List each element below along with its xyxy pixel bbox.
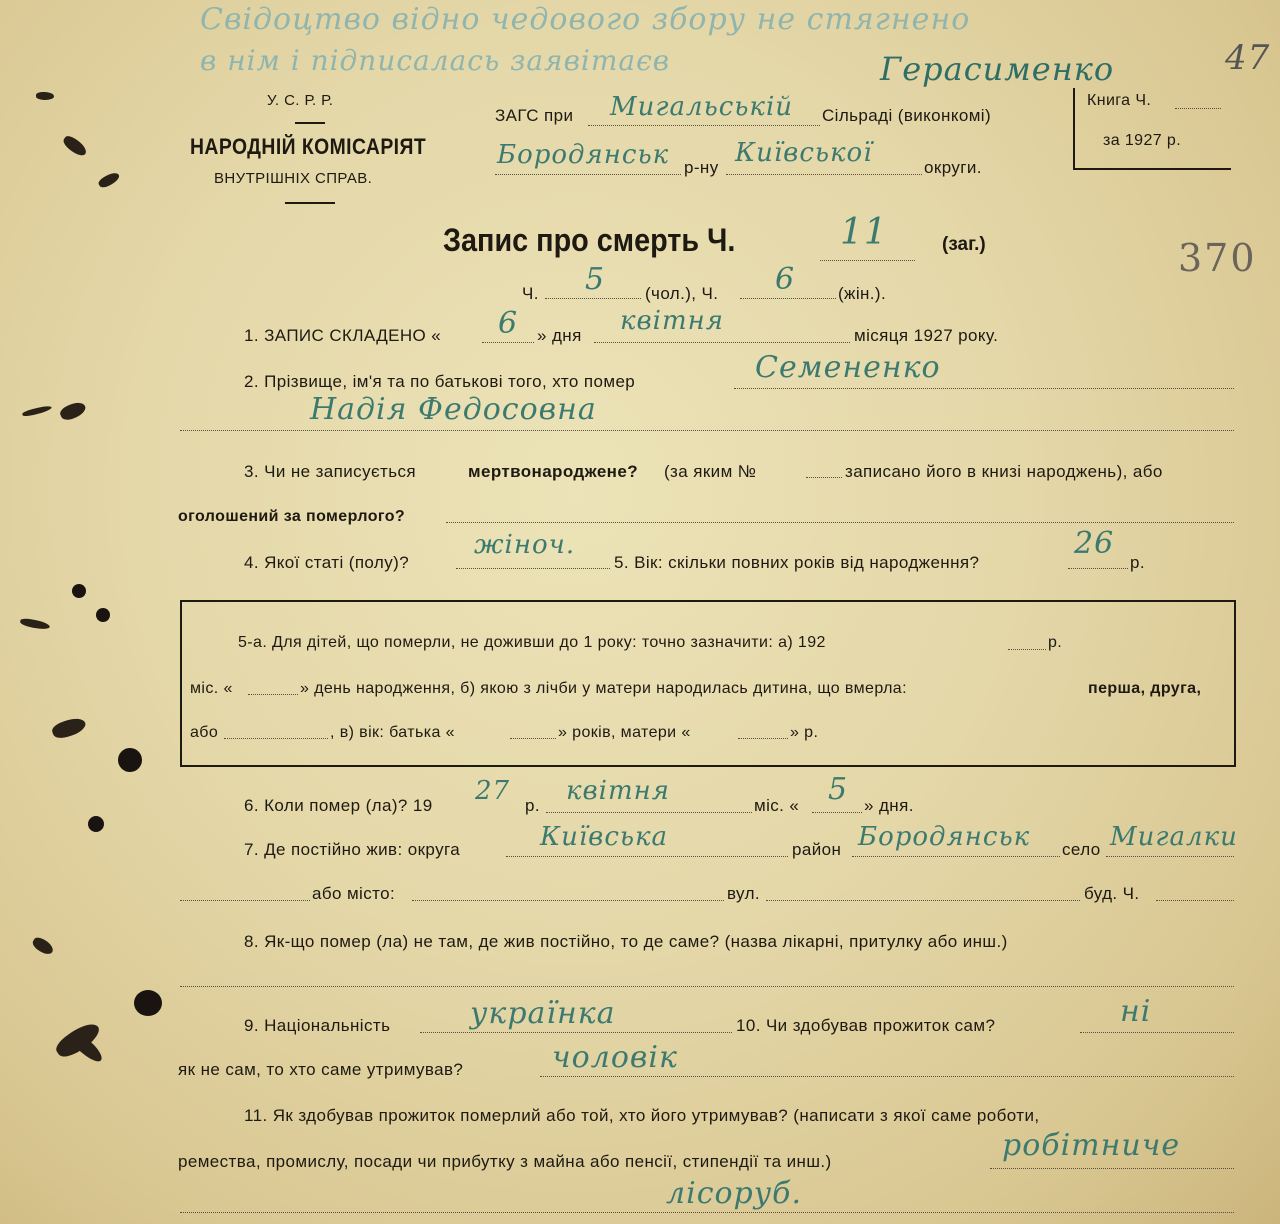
zags-prefix: ЗАГС при (495, 106, 574, 125)
department: ВНУТРІШНІХ СПРАВ. (214, 170, 373, 187)
top-note-line2: в нім і підписалась заявітаєв (200, 44, 671, 77)
q5a-line3-d: » р. (790, 724, 819, 741)
record-number: 11 (840, 212, 888, 253)
binding-hole (96, 608, 110, 622)
male-label: (чол.), Ч. (645, 284, 719, 303)
q6-month: квітня (566, 776, 670, 806)
q6-year: 27 (475, 776, 511, 806)
rayon-label: р-ну (684, 158, 719, 177)
q1-month: квітня (620, 306, 724, 336)
divider (285, 202, 335, 204)
q5a-line2-a: міс. « (190, 680, 233, 697)
binding-tear (20, 617, 51, 630)
support-value: чоловік (552, 1040, 678, 1075)
q11-line2: ремества, промислу, посади чи прибутку з майна або пенсії, стипендії та инш.) (178, 1152, 832, 1171)
female-number: 6 (775, 262, 796, 297)
binding-hole (118, 748, 142, 772)
q7-selo: Мигалки (1110, 822, 1238, 852)
title-suffix: (заг.) (942, 234, 986, 255)
divider (295, 122, 325, 124)
rayon-value: Бородянськ (497, 140, 670, 170)
binding-tear (36, 92, 54, 100)
q11-value1: робітниче (1002, 1128, 1181, 1163)
q5a-line3-c: » років, матери « (558, 724, 691, 741)
q1-end: місяця 1927 року. (854, 326, 999, 345)
q9-label: 9. Національність (244, 1016, 391, 1035)
ref-number: 47 (1225, 38, 1271, 78)
binding-tear (30, 935, 55, 956)
q5a-line2-b: » день народження, б) якою з лічби у матери народилась дитина, що вмерла: (300, 680, 907, 697)
q6-end: » дня. (864, 796, 914, 815)
q7-rayon: Бородянськ (858, 822, 1031, 852)
binding-hole (72, 584, 86, 598)
q3-label-b: (за яким № (664, 462, 757, 481)
pencil-number: 370 (1178, 236, 1257, 280)
q5a-line3-b: , в) вік: батька « (330, 724, 455, 741)
village-value: Мигальській (610, 92, 794, 122)
q11-value2: лісоруб. (666, 1176, 803, 1211)
q4-label: 4. Якої статі (полу)? (244, 553, 410, 572)
q5a-line1: 5-а. Для дітей, що померли, не доживши до 1 року: точно зазначити: а) 192 (238, 634, 826, 651)
okruga-value: Київської (735, 138, 873, 168)
form-title: Запис про смерть Ч. (443, 222, 736, 258)
q1-day: 6 (498, 306, 519, 341)
q5-age: 26 (1074, 526, 1115, 561)
q2-surname: Семененко (755, 350, 941, 385)
ch-label: Ч. (522, 284, 539, 303)
q3-bold-a: мертвонароджене? (468, 462, 638, 481)
q8-label: 8. Як-що помер (ла) не там, де жив постійно, то де саме? (назва лікарні, притулку або инш.) (244, 932, 1008, 951)
q3-bold-b: оголошений за померлого? (178, 508, 406, 525)
q5-label: 5. Вік: скільки повних років від народження? (614, 553, 980, 572)
commissariat: НАРОДНІЙ КОМІСАРІЯТ (190, 134, 427, 159)
q3-label-c: записано його в книзі народжень), або (845, 462, 1163, 481)
q6-mid: р. (525, 796, 540, 815)
q3-label-a: 3. Чи не записується (244, 462, 416, 481)
signature: Герасименко (880, 50, 1115, 88)
q2-label: 2. Прізвище, ім'я та по батькові того, хто помер (244, 372, 636, 391)
q1-mid: » дня (537, 326, 582, 345)
binding-hole (88, 816, 104, 832)
q7-selo-label: село (1062, 840, 1101, 859)
top-note-line1: Свідоцтво вiдно чедового збору не стягнено (200, 2, 971, 37)
q11-line1: 11. Як здобував прожиток померлий або той, хто його утримував? (написати з якої саме роботи, (244, 1106, 1040, 1125)
female-label: (жін.). (838, 284, 887, 303)
q6-day: 5 (828, 772, 849, 807)
binding-hole (134, 990, 162, 1016)
q7-okruga: Київська (540, 822, 669, 852)
binding-tear (97, 170, 121, 190)
village-suffix: Сільраді (виконкомі) (822, 106, 992, 125)
q10-label: 10. Чи здобував прожиток сам? (736, 1016, 996, 1035)
q7-vul-label: вул. (727, 884, 761, 903)
book-year: за 1927 р. (1103, 132, 1182, 149)
q9-value: українка (470, 996, 616, 1031)
male-number: 5 (585, 262, 606, 297)
binding-tear (50, 715, 87, 742)
binding-tear (61, 134, 89, 159)
q10-value: ні (1120, 994, 1152, 1029)
q6-mis: міс. « (754, 796, 800, 815)
q6-label: 6. Коли помер (ла)? 19 (244, 796, 433, 815)
q5a-line2-bold: перша, друга, (1088, 680, 1202, 697)
q7-bud-label: буд. Ч. (1084, 884, 1140, 903)
q7-misto-label: або місто: (312, 884, 396, 903)
q5-age-suffix: р. (1130, 553, 1145, 572)
q1-label: 1. ЗАПИС СКЛАДЕНО « (244, 326, 442, 345)
q7-label: 7. Де постійно жив: округа (244, 840, 461, 859)
republic: У. С. Р. Р. (267, 92, 334, 109)
binding-tear (58, 399, 87, 423)
q4-value: жіноч. (474, 530, 576, 560)
q7-rayon-label: район (792, 840, 842, 859)
q5a-line3-a: або (190, 724, 219, 741)
okruga-label: округи. (924, 158, 982, 177)
binding-tear (22, 404, 53, 418)
support-label: як не сам, то хто саме утримував? (178, 1060, 464, 1079)
book-label: Книга Ч. (1087, 92, 1152, 109)
q5a-line1-end: р. (1048, 634, 1063, 651)
q2-name: Надія Федосовна (310, 392, 597, 427)
